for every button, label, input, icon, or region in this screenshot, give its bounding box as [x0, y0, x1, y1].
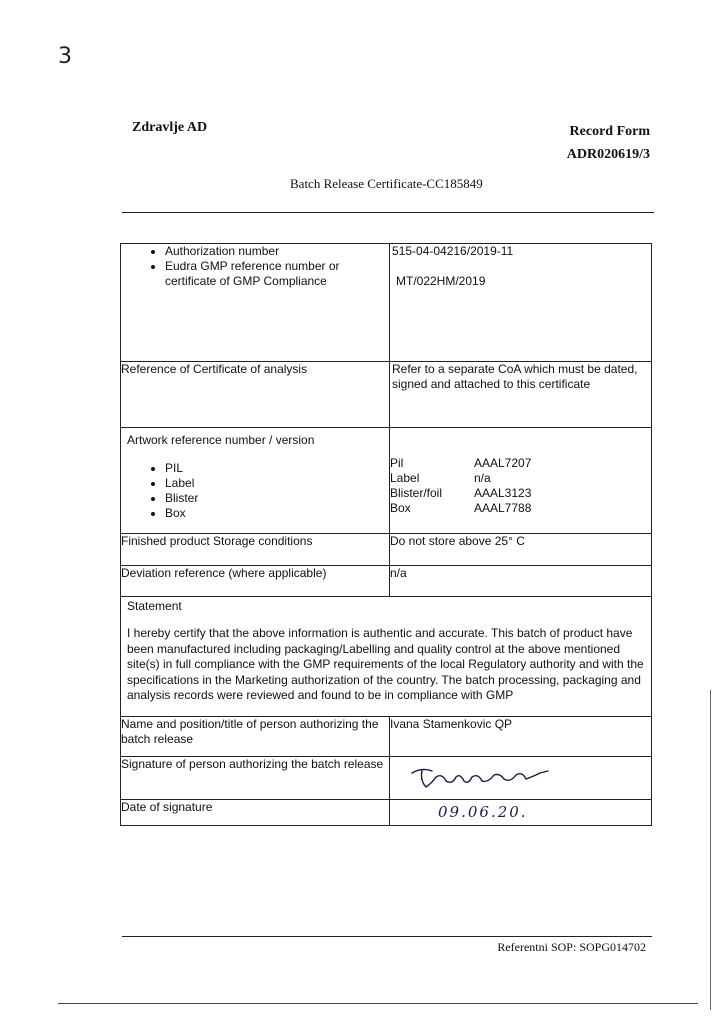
coa-label: Reference of Certificate of analysis: [121, 362, 390, 428]
authorization-number-label: • Authorization number: [165, 244, 389, 259]
table-row-authorizer: [121, 717, 652, 757]
footer-sop-reference: Referentni SOP: SOPG014702: [497, 940, 646, 954]
artwork-entry-box: Box AAAL7788: [390, 501, 532, 515]
artwork-bullet-label: • Label: [165, 476, 389, 491]
authorizer-label: Name and position/title of person authorizing the batch release: [121, 717, 390, 757]
deviation-label: Deviation reference (where applicable): [121, 566, 390, 597]
table-row-storage: [121, 534, 652, 566]
deviation-value: n/a: [390, 566, 652, 597]
artwork-bullet-box: • Box: [165, 506, 389, 521]
authorization-value-cell: [390, 244, 652, 362]
eudra-gmp-value: MT/022HM/2019: [396, 274, 486, 288]
artwork-entry-pil: Pil AAAL7207: [390, 456, 532, 470]
artwork-entry-blister: Blister/foil AAAL3123: [390, 486, 532, 500]
date-value-cell: [390, 800, 652, 826]
header-divider: [122, 212, 654, 213]
date-value: 09.06.20.: [438, 803, 528, 821]
handwritten-signature: [408, 761, 558, 795]
page-bottom-edge: [58, 1003, 698, 1004]
statement-cell: [121, 597, 652, 717]
signature-value-cell: [390, 757, 652, 800]
company-name: Zdravlje AD: [132, 120, 208, 135]
authorization-number-value: 515-04-04216/2019-11: [392, 244, 514, 258]
artwork-entry-label: Label n/a: [390, 471, 491, 485]
artwork-bullet-blister: • Blister: [165, 491, 389, 506]
table-row-artwork: [121, 428, 652, 534]
record-form-id: ADR020619/3: [566, 147, 650, 162]
statement-heading: Statement: [127, 599, 182, 613]
artwork-bullet-pil: • PIL: [165, 461, 389, 476]
artwork-label-cell: [121, 428, 390, 534]
storage-value: Do not store above 25° C: [390, 534, 652, 566]
footer-divider: [122, 936, 652, 937]
table-row-deviation: [121, 566, 652, 597]
document-title: Batch Release Certificate-CC185849: [290, 176, 483, 191]
statement-body: I hereby certify that the above information is authentic and accurate. This batch of product have been manufactured including packaging/Labelling and quality control at the above mentioned site(s) in full compliance with the GMP requirements of the local Regulatory authority and with the specifications in the Marketing authorization of the country. The batch processing, packaging and analysis records were reviewed and found to be in compliance with GMP: [127, 626, 644, 702]
page-number-mark: 3: [58, 44, 72, 69]
authorizer-value: Ivana Stamenkovic QP: [390, 717, 652, 757]
artwork-label: Artwork reference number / version: [127, 433, 315, 447]
storage-label: Finished product Storage conditions: [121, 534, 390, 566]
signature-label: Signature of person authorizing the batch release: [121, 757, 390, 800]
table-row-coa: [121, 362, 652, 428]
artwork-value-cell: [390, 428, 652, 534]
artwork-bullet-list: [121, 461, 389, 521]
table-row-authorization: [121, 244, 652, 362]
batch-release-table: [120, 243, 652, 826]
page-side-edge: [710, 690, 711, 1010]
coa-value: Refer to a separate CoA which must be dated, signed and attached to this certificate: [390, 362, 652, 428]
authorization-label-cell: [121, 244, 390, 362]
table-row-signature: [121, 757, 652, 800]
eudra-gmp-label: • Eudra GMP reference number or certificate of GMP Compliance: [165, 259, 389, 289]
table-row-statement: [121, 597, 652, 717]
record-form-label: Record Form: [569, 124, 650, 139]
date-label: Date of signature: [121, 800, 390, 826]
table-row-date: [121, 800, 652, 826]
